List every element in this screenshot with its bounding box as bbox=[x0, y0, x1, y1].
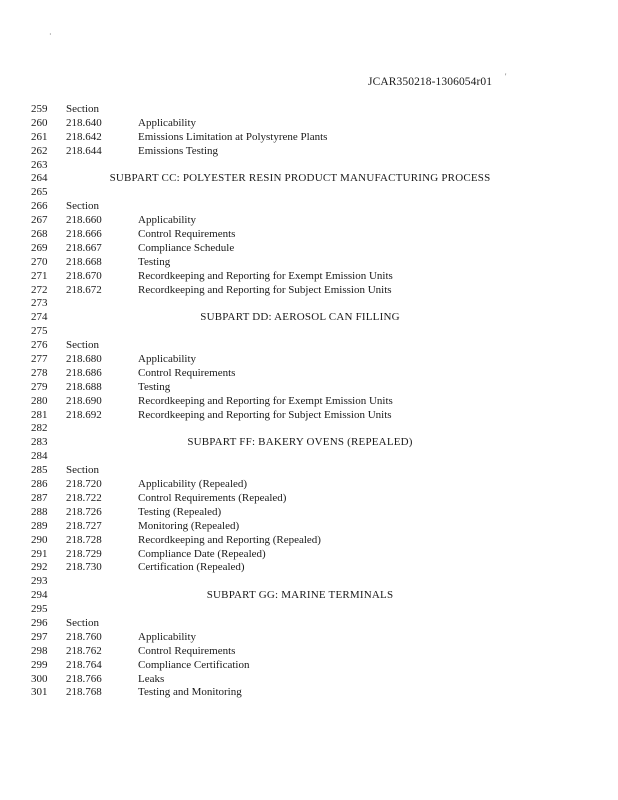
line-268 bbox=[0, 228, 618, 242]
line-number: 274 bbox=[31, 311, 48, 324]
line-number: 296 bbox=[31, 616, 48, 629]
section-title: Recordkeeping and Reporting for Subject Emission Units bbox=[138, 408, 392, 421]
line-264 bbox=[0, 172, 618, 186]
numbered-lines bbox=[0, 103, 618, 700]
section-number: 218.644 bbox=[66, 144, 102, 157]
top-mark: · bbox=[49, 30, 52, 39]
line-number: 267 bbox=[31, 214, 48, 227]
section-label: Section bbox=[66, 339, 99, 352]
line-number: 291 bbox=[31, 547, 48, 560]
line-295 bbox=[0, 603, 618, 617]
section-title: Compliance Date (Repealed) bbox=[138, 547, 266, 560]
section-title: Control Requirements bbox=[138, 366, 236, 379]
section-number: 218.768 bbox=[66, 686, 102, 699]
line-number: 261 bbox=[31, 130, 48, 143]
line-number: 270 bbox=[31, 255, 48, 268]
line-number: 268 bbox=[31, 228, 48, 241]
line-279 bbox=[0, 381, 618, 395]
section-number: 218.688 bbox=[66, 380, 102, 393]
line-285 bbox=[0, 464, 618, 478]
line-287 bbox=[0, 492, 618, 506]
line-number: 263 bbox=[31, 158, 48, 171]
line-number: 284 bbox=[31, 450, 48, 463]
line-number: 287 bbox=[31, 491, 48, 504]
section-number: 218.726 bbox=[66, 505, 102, 518]
section-title: Compliance Certification bbox=[138, 658, 250, 671]
line-number: 278 bbox=[31, 366, 48, 379]
line-260 bbox=[0, 117, 618, 131]
section-title: Testing bbox=[138, 380, 171, 393]
line-298 bbox=[0, 645, 618, 659]
section-title: Compliance Schedule bbox=[138, 241, 235, 254]
section-label: Section bbox=[66, 616, 99, 629]
line-291 bbox=[0, 548, 618, 562]
line-number: 293 bbox=[31, 575, 48, 588]
section-number: 218.727 bbox=[66, 519, 102, 532]
section-title: Control Requirements bbox=[138, 228, 236, 241]
section-number: 218.667 bbox=[66, 241, 102, 254]
section-title: Testing and Monitoring bbox=[138, 686, 242, 699]
section-number: 218.670 bbox=[66, 269, 102, 282]
line-number: 288 bbox=[31, 505, 48, 518]
line-271 bbox=[0, 270, 618, 284]
line-261 bbox=[0, 131, 618, 145]
section-number: 218.764 bbox=[66, 658, 102, 671]
line-278 bbox=[0, 367, 618, 381]
line-number: 298 bbox=[31, 644, 48, 657]
line-266 bbox=[0, 200, 618, 214]
line-number: 280 bbox=[31, 394, 48, 407]
section-title: Testing bbox=[138, 255, 171, 268]
section-title: Recordkeeping and Reporting for Subject Emission Units bbox=[138, 283, 392, 296]
line-number: 286 bbox=[31, 478, 48, 491]
line-262 bbox=[0, 145, 618, 159]
line-number: 265 bbox=[31, 186, 48, 199]
line-number: 289 bbox=[31, 519, 48, 532]
section-number: 218.642 bbox=[66, 130, 102, 143]
line-290 bbox=[0, 534, 618, 548]
line-number: 273 bbox=[31, 297, 48, 310]
section-number: 218.690 bbox=[66, 394, 102, 407]
line-number: 269 bbox=[31, 241, 48, 254]
line-283 bbox=[0, 436, 618, 450]
section-number: 218.672 bbox=[66, 283, 102, 296]
line-300 bbox=[0, 673, 618, 687]
line-number: 271 bbox=[31, 269, 48, 282]
section-number: 218.666 bbox=[66, 228, 102, 241]
section-label: Section bbox=[66, 103, 99, 115]
section-number: 218.730 bbox=[66, 561, 102, 574]
line-269 bbox=[0, 242, 618, 256]
line-number: 299 bbox=[31, 658, 48, 671]
line-number: 292 bbox=[31, 561, 48, 574]
line-number: 282 bbox=[31, 422, 48, 435]
line-number: 285 bbox=[31, 464, 48, 477]
line-number: 262 bbox=[31, 144, 48, 157]
line-275 bbox=[0, 325, 618, 339]
section-number: 218.722 bbox=[66, 491, 102, 504]
line-289 bbox=[0, 520, 618, 534]
line-number: 264 bbox=[31, 172, 48, 185]
line-number: 283 bbox=[31, 436, 48, 449]
section-title: Emissions Limitation at Polystyrene Plants bbox=[138, 130, 328, 143]
line-number: 275 bbox=[31, 325, 48, 338]
line-259 bbox=[0, 103, 618, 117]
section-title: Recordkeeping and Reporting (Repealed) bbox=[138, 533, 321, 546]
line-286 bbox=[0, 478, 618, 492]
line-301 bbox=[0, 686, 618, 700]
line-288 bbox=[0, 506, 618, 520]
section-number: 218.728 bbox=[66, 533, 102, 546]
section-number: 218.729 bbox=[66, 547, 102, 560]
line-number: 276 bbox=[31, 339, 48, 352]
section-number: 218.762 bbox=[66, 644, 102, 657]
line-number: 279 bbox=[31, 380, 48, 393]
section-label: Section bbox=[66, 200, 99, 213]
section-title: Applicability bbox=[138, 630, 197, 643]
line-282 bbox=[0, 422, 618, 436]
line-281 bbox=[0, 409, 618, 423]
section-title: Control Requirements bbox=[138, 644, 236, 657]
line-292 bbox=[0, 561, 618, 575]
section-number: 218.692 bbox=[66, 408, 102, 421]
line-265 bbox=[0, 186, 618, 200]
corner-mark: ' bbox=[505, 72, 507, 81]
subpart-heading: SUBPART FF: BAKERY OVENS (REPEALED) bbox=[187, 436, 413, 449]
section-number: 218.640 bbox=[66, 116, 102, 129]
section-title: Certification (Repealed) bbox=[138, 561, 245, 574]
section-title: Recordkeeping and Reporting for Exempt Emission Units bbox=[138, 394, 393, 407]
section-title: Applicability bbox=[138, 353, 197, 366]
line-294 bbox=[0, 589, 618, 603]
section-title: Applicability bbox=[138, 214, 197, 227]
line-number: 295 bbox=[31, 603, 48, 616]
section-title: Emissions Testing bbox=[138, 144, 219, 157]
section-title: Applicability (Repealed) bbox=[138, 478, 248, 491]
section-title: Leaks bbox=[138, 672, 165, 685]
section-title: Recordkeeping and Reporting for Exempt Emission Units bbox=[138, 269, 393, 282]
line-293 bbox=[0, 575, 618, 589]
section-title: Testing (Repealed) bbox=[138, 505, 222, 518]
line-number: 277 bbox=[31, 353, 48, 366]
line-273 bbox=[0, 297, 618, 311]
line-272 bbox=[0, 284, 618, 298]
line-267 bbox=[0, 214, 618, 228]
line-296 bbox=[0, 617, 618, 631]
section-number: 218.760 bbox=[66, 630, 102, 643]
line-number: 301 bbox=[31, 686, 48, 699]
line-280 bbox=[0, 395, 618, 409]
line-number: 266 bbox=[31, 200, 48, 213]
line-274 bbox=[0, 311, 618, 325]
line-number: 260 bbox=[31, 116, 48, 129]
section-number: 218.660 bbox=[66, 214, 102, 227]
section-number: 218.720 bbox=[66, 478, 102, 491]
section-title: Control Requirements (Repealed) bbox=[138, 491, 287, 504]
line-number: 259 bbox=[31, 103, 48, 115]
line-number: 281 bbox=[31, 408, 48, 421]
section-title: Monitoring (Repealed) bbox=[138, 519, 240, 532]
line-276 bbox=[0, 339, 618, 353]
line-number: 294 bbox=[31, 589, 48, 602]
line-284 bbox=[0, 450, 618, 464]
subpart-heading: SUBPART DD: AEROSOL CAN FILLING bbox=[200, 311, 400, 324]
line-number: 300 bbox=[31, 672, 48, 685]
line-299 bbox=[0, 659, 618, 673]
subpart-heading: SUBPART GG: MARINE TERMINALS bbox=[206, 589, 394, 602]
section-number: 218.686 bbox=[66, 366, 102, 379]
section-number: 218.668 bbox=[66, 255, 102, 268]
line-270 bbox=[0, 256, 618, 270]
document-id: JCAR350218-1306054r01 bbox=[368, 76, 493, 88]
line-277 bbox=[0, 353, 618, 367]
section-number: 218.766 bbox=[66, 672, 102, 685]
subpart-heading: SUBPART CC: POLYESTER RESIN PRODUCT MANUFACTURING PROCESS bbox=[109, 172, 491, 185]
section-title: Applicability bbox=[138, 116, 197, 129]
line-297 bbox=[0, 631, 618, 645]
line-number: 297 bbox=[31, 630, 48, 643]
section-number: 218.680 bbox=[66, 353, 102, 366]
line-number: 272 bbox=[31, 283, 48, 296]
line-263 bbox=[0, 159, 618, 173]
line-number: 290 bbox=[31, 533, 48, 546]
section-label: Section bbox=[66, 464, 99, 477]
